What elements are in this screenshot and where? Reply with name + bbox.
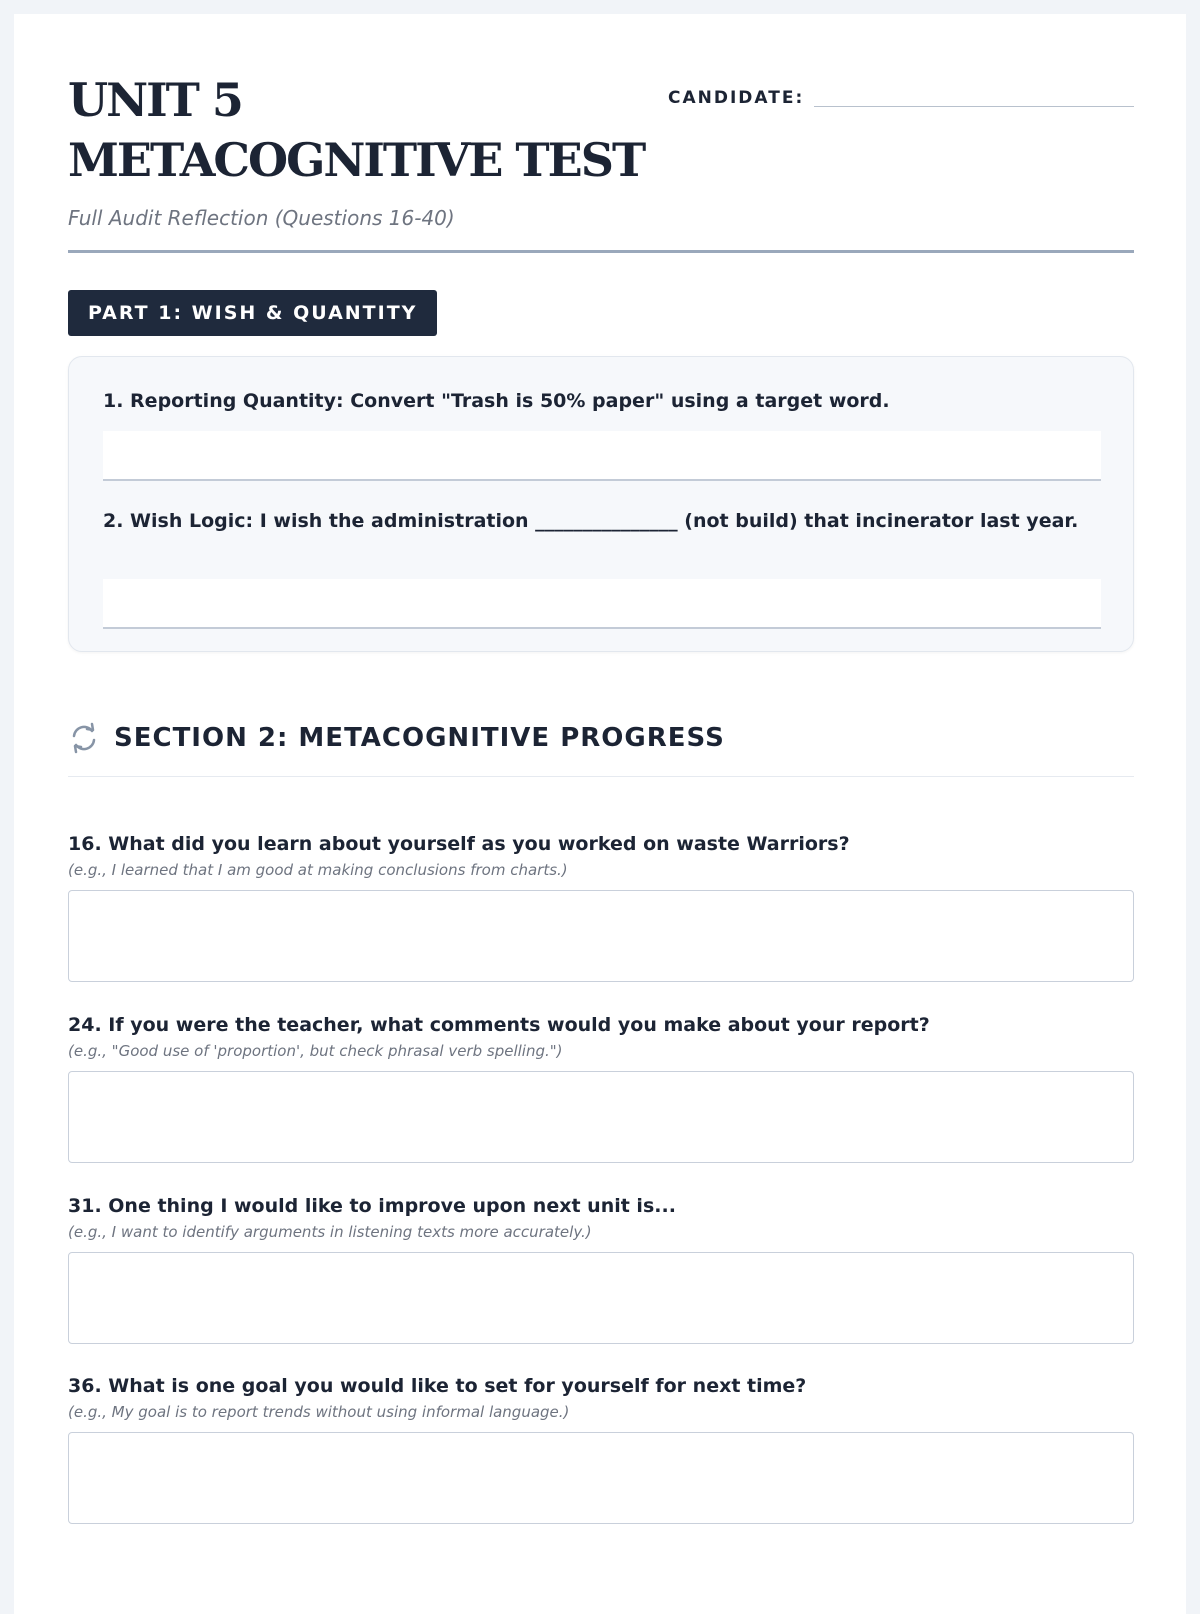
candidate-label: CANDIDATE:: [668, 88, 805, 108]
part1-badge: PART 1: WISH & QUANTITY: [68, 290, 437, 336]
question-text: 24. If you were the teacher, what comments would you make about your report?: [68, 1014, 930, 1036]
worksheet-page: [14, 14, 1186, 1614]
sync-icon: [68, 722, 100, 754]
part1-box: [68, 356, 1134, 652]
reflection-question-31: [68, 1192, 1134, 1344]
answer-box-24[interactable]: [68, 1071, 1134, 1163]
reflection-question-36: [68, 1372, 1134, 1524]
worksheet-header: [68, 70, 1134, 253]
answer-box-16[interactable]: [68, 890, 1134, 982]
section2-title: SECTION 2: METACOGNITIVE PROGRESS: [114, 723, 725, 753]
answer-box-36[interactable]: [68, 1432, 1134, 1524]
part1-question-2: 2. Wish Logic: I wish the administration _______________ (not build) that incinerator last year.: [103, 510, 1079, 532]
question-text: 16. What did you learn about yourself as you worked on waste Warriors?: [68, 833, 850, 855]
page-title: UNIT 5 METACOGNITIVE TEST: [68, 73, 645, 187]
answer-box-31[interactable]: [68, 1252, 1134, 1344]
part1-answer-2[interactable]: [103, 579, 1101, 629]
part1-question-1: 1. Reporting Quantity: Convert "Trash is 50% paper" using a target word.: [103, 390, 890, 412]
part1-answer-1[interactable]: [103, 431, 1101, 481]
question-hint: (e.g., I want to identify arguments in listening texts more accurately.): [68, 1223, 592, 1241]
candidate-name-line[interactable]: [814, 106, 1134, 107]
section2-header: [68, 722, 1134, 777]
question-hint: (e.g., "Good use of 'proportion', but check phrasal verb spelling."): [68, 1042, 563, 1060]
reflection-question-16: [68, 830, 1134, 982]
question-hint: (e.g., My goal is to report trends without using informal language.): [68, 1403, 570, 1421]
page-subtitle: Full Audit Reflection (Questions 16-40): [68, 206, 455, 230]
question-hint: (e.g., I learned that I am good at making conclusions from charts.): [68, 861, 568, 879]
question-text: 31. One thing I would like to improve upon next unit is...: [68, 1195, 676, 1217]
candidate-field[interactable]: [668, 88, 1134, 118]
question-text: 36. What is one goal you would like to set for yourself for next time?: [68, 1375, 807, 1397]
reflection-question-24: [68, 1011, 1134, 1163]
